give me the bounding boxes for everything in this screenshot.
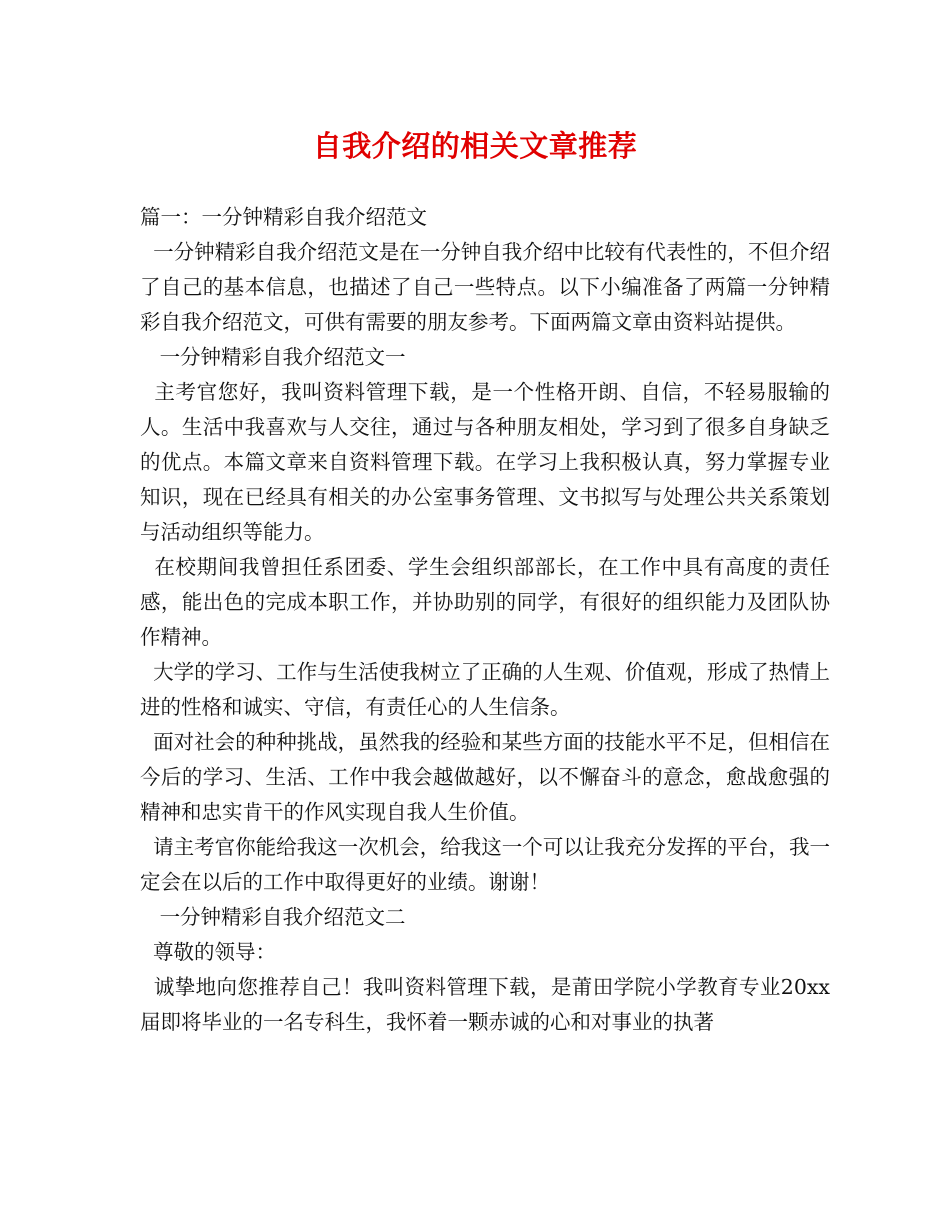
- subheading-sample-one: 一分钟精彩自我介绍范文一: [140, 345, 406, 369]
- paragraph: 诚挚地向您推荐自己！我叫资料管理下载，是莆田学院小学教育专业20xx届即将毕业的一名专科生，我怀着一颗赤诚的心和对事业的执著: [140, 975, 830, 1034]
- document-title: 自我介绍的相关文章推荐: [312, 129, 638, 163]
- document-body: [140, 200, 830, 1040]
- salutation: 尊敬的领导：: [140, 940, 277, 964]
- paragraph: 主考官您好，我叫资料管理下载，是一个性格开朗、自信，不轻易服输的人。生活中我喜欢与人交往，通过与各种朋友相处，学习到了很多自身缺乏的优点。本篇文章来自资料管理下载。在学习上我积极认真，努力掌握专业知识，现在已经具有相关的办公室事务管理、文书拟写与处理公共关系策划与活动组织等能力。: [140, 380, 830, 544]
- paragraph: 面对社会的种种挑战，虽然我的经验和某些方面的技能水平不足，但相信在今后的学习、生活、工作中我会越做越好，以不懈奋斗的意念，愈战愈强的精神和忠实肯干的作风实现自我人生价值。: [140, 730, 830, 824]
- paragraph-intro: 一分钟精彩自我介绍范文是在一分钟自我介绍中比较有代表性的，不但介绍了自己的基本信息，也描述了自己一些特点。以下小编准备了两篇一分钟精彩自我介绍范文，可供有需要的朋友参考。下面两篇文章由资料站提供。: [140, 240, 830, 334]
- paragraph: 在校期间我曾担任系团委、学生会组织部部长，在工作中具有高度的责任感，能出色的完成本职工作，并协助别的同学，有很好的组织能力及团队协作精神。: [140, 555, 830, 649]
- paragraph: 请主考官你能给我这一次机会，给我这一个可以让我充分发挥的平台，我一定会在以后的工作中取得更好的业绩。谢谢！: [140, 835, 830, 894]
- section-heading: 篇一：一分钟精彩自我介绍范文: [140, 205, 427, 229]
- paragraph: 大学的学习、工作与生活使我树立了正确的人生观、价值观，形成了热情上进的性格和诚实、守信，有责任心的人生信条。: [140, 660, 830, 719]
- subheading-sample-two: 一分钟精彩自我介绍范文二: [140, 905, 406, 929]
